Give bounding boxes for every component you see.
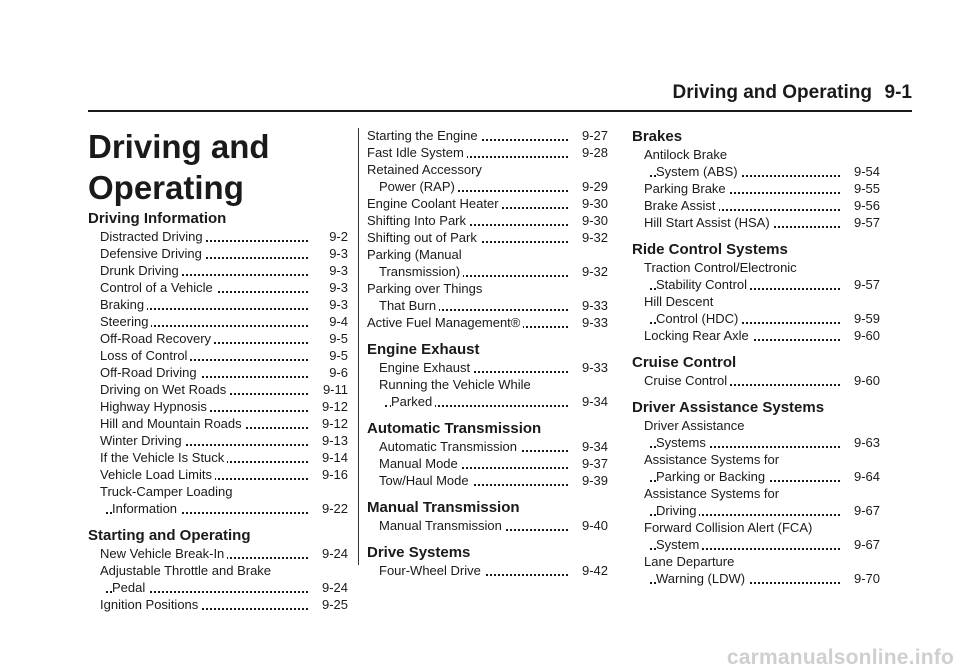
toc-entry-page: 9-3 [329, 297, 348, 312]
toc-entry-title: Defensive Driving [100, 246, 205, 261]
toc-entry-title: Braking [100, 297, 147, 312]
toc-entry[interactable] [88, 545, 348, 562]
toc-entry[interactable] [632, 214, 880, 231]
toc-entry-page: 9-3 [329, 263, 348, 278]
toc-entry-page: 9-33 [581, 360, 608, 375]
toc-entry-title: Off-Road Recovery [100, 331, 214, 346]
toc-entry-title: Driving [656, 503, 699, 518]
toc-entry-title: Parking over Things [367, 281, 485, 296]
toc-entry-title: Systems [656, 435, 709, 450]
toc-entry-title: Fast Idle System [367, 145, 467, 160]
toc-entry-page: 9-60 [853, 328, 880, 343]
toc-entry-page: 9-29 [581, 179, 608, 194]
toc-entry-page: 9-56 [853, 198, 880, 213]
toc-entry-title: Hill Descent [644, 294, 716, 309]
toc-entry[interactable] [88, 228, 348, 245]
toc-entry[interactable] [367, 359, 608, 376]
toc-entry[interactable] [367, 472, 608, 489]
toc-column-1 [88, 209, 348, 613]
toc-column-3 [632, 127, 880, 587]
toc-entry[interactable] [88, 466, 348, 483]
chapter-title: Driving and Operating [88, 128, 270, 206]
toc-entry-page: 9-3 [329, 280, 348, 295]
toc-entry[interactable] [88, 364, 348, 381]
toc-entry-title: That Burn [379, 298, 439, 313]
toc-entry-title: Engine Coolant Heater [367, 196, 502, 211]
toc-entry[interactable] [88, 596, 348, 613]
toc-entry-title: Engine Exhaust [379, 360, 473, 375]
toc-entry-page: 9-70 [853, 571, 880, 586]
section-heading: Ride Control Systems [632, 241, 788, 258]
toc-entry-title: Manual Mode [379, 456, 461, 471]
toc-entry-title: Retained Accessory [367, 162, 485, 177]
toc-entry-page: 9-24 [321, 546, 348, 561]
toc-entry-title: Warning (LDW) [656, 571, 748, 586]
toc-entry-page: 9-33 [581, 298, 608, 313]
toc-entry[interactable] [88, 296, 348, 313]
toc-entry-page: 9-6 [329, 365, 348, 380]
toc-entry[interactable] [367, 314, 608, 331]
toc-entry[interactable] [632, 146, 880, 180]
toc-entry-page: 9-34 [581, 394, 608, 409]
toc-entry-page: 9-32 [581, 230, 608, 245]
header-title: Driving and Operating [672, 82, 872, 103]
toc-entry[interactable] [88, 483, 348, 517]
section-heading: Driving Information [88, 210, 227, 227]
toc-entry-title: Brake Assist [644, 198, 719, 213]
toc-entry-page: 9-33 [581, 315, 608, 330]
toc-entry-title: Locking Rear Axle [644, 328, 752, 343]
toc-entry-title: Starting the Engine [367, 128, 481, 143]
toc-entry-title: Running the Vehicle While [379, 377, 534, 392]
toc-entry-page: 9-2 [329, 229, 348, 244]
toc-entry-title: Active Fuel Management® [367, 315, 523, 330]
toc-entry[interactable] [632, 485, 880, 519]
toc-entry-title: Hill and Mountain Roads [100, 416, 245, 431]
toc-entry-title: Winter Driving [100, 433, 185, 448]
toc-entry[interactable] [367, 438, 608, 455]
toc-entry[interactable] [367, 212, 608, 229]
toc-entry[interactable] [367, 144, 608, 161]
toc-entry[interactable] [88, 562, 348, 596]
section-heading: Manual Transmission [367, 499, 520, 516]
toc-entry[interactable] [632, 180, 880, 197]
toc-entry-page: 9-67 [853, 537, 880, 552]
toc-entry[interactable] [632, 293, 880, 327]
toc-entry-title: Traction Control/Electronic [644, 260, 800, 275]
toc-entry[interactable] [88, 449, 348, 466]
toc-entry-page: 9-14 [321, 450, 348, 465]
section-heading: Driver Assistance Systems [632, 399, 825, 416]
toc-entry[interactable] [88, 262, 348, 279]
toc-entry-title: Parked [391, 394, 435, 409]
toc-entry-title: Hill Start Assist (HSA) [644, 215, 773, 230]
toc-entry[interactable] [88, 415, 348, 432]
header-rule [88, 110, 912, 112]
section-heading: Drive Systems [367, 544, 471, 561]
toc-entry-title: System (ABS) [656, 164, 741, 179]
toc-entry[interactable] [88, 381, 348, 398]
toc-entry-title: Driver Assistance [644, 418, 747, 433]
toc-entry-title: Truck-Camper Loading [100, 484, 235, 499]
toc-entry-page: 9-63 [853, 435, 880, 450]
toc-entry[interactable] [367, 562, 608, 579]
toc-entry-title: Off-Road Driving [100, 365, 200, 380]
toc-entry-page: 9-40 [581, 518, 608, 533]
toc-entry-page: 9-34 [581, 439, 608, 454]
toc-entry-page: 9-11 [322, 382, 348, 397]
toc-entry-page: 9-28 [581, 145, 608, 160]
toc-entry-page: 9-30 [581, 196, 608, 211]
toc-entry[interactable] [367, 246, 608, 280]
toc-entry[interactable] [88, 279, 348, 296]
toc-entry-title: Power (RAP) [379, 179, 458, 194]
toc-entry[interactable] [632, 327, 880, 344]
toc-entry[interactable] [367, 376, 608, 410]
toc-entry-title: Information [112, 501, 180, 516]
toc-entry[interactable] [367, 455, 608, 472]
toc-entry-page: 9-12 [321, 416, 348, 431]
toc-entry-page: 9-12 [321, 399, 348, 414]
toc-entry-page: 9-42 [581, 563, 608, 578]
toc-entry[interactable] [88, 398, 348, 415]
toc-entry-page: 9-67 [853, 503, 880, 518]
toc-entry-page: 9-22 [321, 501, 348, 516]
toc-entry[interactable] [632, 519, 880, 553]
toc-entry[interactable] [88, 330, 348, 347]
toc-entry[interactable] [632, 553, 880, 587]
page-header [0, 0, 960, 118]
toc-entry[interactable] [88, 313, 348, 330]
toc-entry-title: Shifting Into Park [367, 213, 469, 228]
toc-entry-title: Automatic Transmission [379, 439, 520, 454]
section-heading: Brakes [632, 128, 683, 145]
toc-entry-title: If the Vehicle Is Stuck [100, 450, 227, 465]
toc-entry-title: Control (HDC) [656, 311, 741, 326]
toc-entry[interactable] [632, 197, 880, 214]
toc-entry-title: Assistance Systems for [644, 452, 782, 467]
watermark: carmanualsonline.info [726, 646, 954, 669]
toc-entry[interactable] [367, 229, 608, 246]
toc-entry-title: Parking or Backing [656, 469, 768, 484]
toc-entry-title: Manual Transmission [379, 518, 505, 533]
toc-entry-title: Ignition Positions [100, 597, 201, 612]
toc-entry-page: 9-57 [853, 277, 880, 292]
toc-entry-page: 9-16 [321, 467, 348, 482]
toc-entry-title: Four-Wheel Drive [379, 563, 484, 578]
toc-entry-page: 9-32 [581, 264, 608, 279]
toc-entry[interactable] [632, 372, 880, 389]
toc-entry-page: 9-30 [581, 213, 608, 228]
toc-entry-title: Cruise Control [644, 373, 730, 388]
toc-entry-title: Stability Control [656, 277, 750, 292]
toc-entry-title: System [656, 537, 702, 552]
toc-column-2 [367, 127, 608, 579]
section-heading: Engine Exhaust [367, 341, 480, 358]
toc-entry-page: 9-55 [853, 181, 880, 196]
toc-entry-title: Transmission) [379, 264, 463, 279]
toc-entry[interactable] [88, 432, 348, 449]
toc-entry-page: 9-64 [853, 469, 880, 484]
toc-entry-page: 9-5 [329, 331, 348, 346]
toc-entry-page: 9-25 [321, 597, 348, 612]
header-page-number: 9-1 [884, 82, 912, 103]
toc-entry-title: Lane Departure [644, 554, 737, 569]
toc-entry-title: Drunk Driving [100, 263, 182, 278]
toc-entry-title: Assistance Systems for [644, 486, 782, 501]
toc-entry-title: Antilock Brake [644, 147, 730, 162]
toc-entry[interactable] [367, 161, 608, 195]
toc-entry-title: Steering [100, 314, 151, 329]
toc-entry-title: Parking Brake [644, 181, 729, 196]
toc-entry-title: Parking (Manual [367, 247, 465, 262]
toc-entry-title: Shifting out of Park [367, 230, 480, 245]
toc-entry-title: Adjustable Throttle and Brake [100, 563, 274, 578]
toc-entry-page: 9-13 [321, 433, 348, 448]
toc-entry[interactable] [632, 417, 880, 451]
toc-entry-page: 9-4 [329, 314, 348, 329]
toc-entry-title: New Vehicle Break-In [100, 546, 227, 561]
toc-entry[interactable] [88, 347, 348, 364]
toc-entry[interactable] [367, 280, 608, 314]
toc-entry-page: 9-39 [581, 473, 608, 488]
toc-entry-title: Vehicle Load Limits [100, 467, 215, 482]
toc-entry-page: 9-60 [853, 373, 880, 388]
toc-entry[interactable] [367, 127, 608, 144]
toc-entry-title: Control of a Vehicle [100, 280, 216, 295]
toc-entry[interactable] [367, 517, 608, 534]
section-heading: Starting and Operating [88, 527, 251, 544]
toc-entry-page: 9-57 [853, 215, 880, 230]
toc-entry-title: Highway Hypnosis [100, 399, 210, 414]
toc-entry-title: Driving on Wet Roads [100, 382, 229, 397]
toc-entry-title: Forward Collision Alert (FCA) [644, 520, 815, 535]
toc-entry-page: 9-5 [329, 348, 348, 363]
toc-entry-title: Tow/Haul Mode [379, 473, 472, 488]
toc-entry-page: 9-24 [321, 580, 348, 595]
toc-entry-title: Loss of Control [100, 348, 190, 363]
toc-entry-page: 9-3 [329, 246, 348, 261]
section-heading: Cruise Control [632, 354, 737, 371]
toc-entry-title: Pedal [112, 580, 148, 595]
column-divider [358, 128, 359, 565]
toc-entry-page: 9-37 [581, 456, 608, 471]
toc-entry[interactable] [632, 259, 880, 293]
toc-entry-page: 9-27 [581, 128, 608, 143]
toc-entry-page: 9-59 [853, 311, 880, 326]
toc-entry[interactable] [88, 245, 348, 262]
toc-entry[interactable] [632, 451, 880, 485]
toc-entry-page: 9-54 [853, 164, 880, 179]
toc-entry-title: Distracted Driving [100, 229, 206, 244]
toc-entry[interactable] [367, 195, 608, 212]
section-heading: Automatic Transmission [367, 420, 542, 437]
